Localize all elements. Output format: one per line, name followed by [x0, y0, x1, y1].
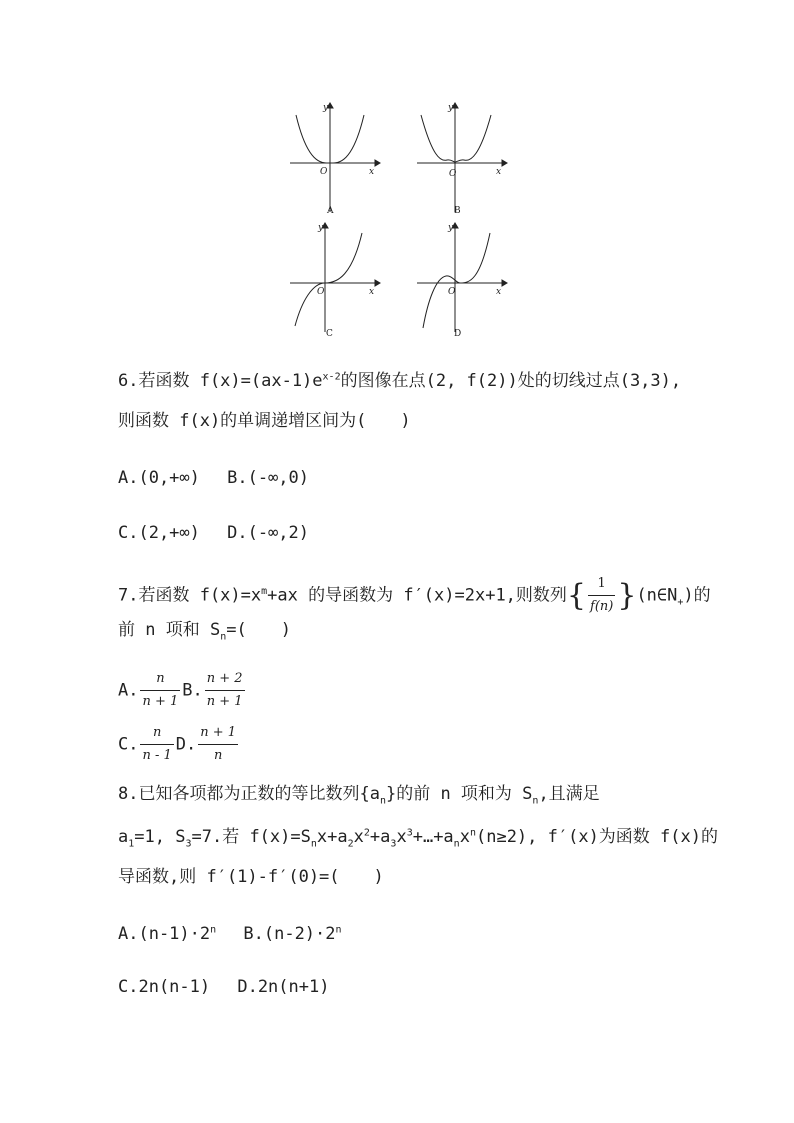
panel-b-x-arrow [502, 160, 507, 166]
q8-line2: $a_1=1$, $S_3=7$.若 $f(x)=S_nx+a_2x^2+a_3x^3+\dots+a_nx^n(n\ge 2)$, f′(x)为函数 f(x)的 [118, 827, 718, 850]
panel-b-y-label: y [448, 103, 454, 113]
q6-line1: 6.若函数 $f(x)=(ax-1)e^{x-2}$的图像在点(2, f(2))处的切线过点(3,3), [118, 371, 682, 391]
q8-options-cd: C.2n(n-1) D.2n(n+1) [118, 977, 330, 997]
panel-d-letter: D [454, 329, 462, 339]
q7-option-a-fraction: $\frac{n}{n + 1}$ [140, 668, 180, 713]
panel-b-origin: O [449, 169, 457, 179]
panel-c-y-label: y [318, 223, 324, 233]
q8-line3: 导函数,则 f′(1)-f′(0)=( ) [118, 867, 384, 887]
panel-c-letter: C [326, 329, 333, 339]
panel-a-letter: A [327, 206, 334, 216]
q7-line2: 前 n 项和 $S_n=$( ) [118, 620, 291, 643]
q7-line1: 7.若函数 $f(x)=x^m+ax$ 的导函数为 f′(x)=2x+1,则数列{ $\frac{1}{f(n)}$ }$(n\in N_+)$的 [118, 573, 711, 618]
q8-line1: 8.已知各项都为正数的等比数列$\{a_n\}$的前 n 项和为 $S_n$,且满足 [118, 784, 600, 807]
panel-a-x-label: x [369, 167, 375, 177]
q6-options-ab: A.(0,+∞) B.(-∞,0) [118, 468, 309, 488]
panel-d-origin: O [448, 287, 456, 297]
q7-options-ab: A. $\frac{n}{n + 1}$ B. $\frac{n + 2}{n + 1}$ [118, 668, 247, 713]
left-brace: { [566, 577, 587, 613]
function-graphs-figure [280, 100, 520, 350]
panel-c-curve [295, 233, 362, 326]
panel-c-x-arrow [375, 280, 380, 286]
q7-option-c-fraction: $\frac{n}{n - 1}$ [140, 722, 173, 767]
right-brace: } [617, 577, 637, 613]
graphs-svg [280, 100, 520, 350]
panel-d-y-label: y [448, 223, 454, 233]
q8-options-ab: $A.(n-1)\cdot 2^n$ $B.(n-2)\cdot 2^n$ [118, 924, 342, 944]
panel-d-x-arrow [502, 280, 507, 286]
panel-d-curve [423, 233, 490, 328]
panel-a-origin: O [320, 167, 328, 177]
q6-line2: 则函数 f(x)的单调递增区间为( ) [118, 411, 411, 431]
q6-options-cd: C.(2,+∞) D.(-∞,2) [118, 523, 309, 543]
panel-b-x-label: x [496, 167, 502, 177]
panel-a-y-label: y [323, 103, 329, 113]
panel-b-letter: B [454, 206, 461, 216]
panel-c-origin: O [317, 287, 325, 297]
q7-options-cd: C. $\frac{n}{n - 1}$ D. $\frac{n + 1}{n}$ [118, 722, 240, 767]
q7-option-d-fraction: $\frac{n + 1}{n}$ [198, 722, 238, 767]
panel-b-curve [421, 115, 491, 162]
q7-sequence-fraction: $\frac{1}{f(n)}$ [588, 573, 615, 618]
panel-a-x-arrow [375, 160, 380, 166]
panel-c-x-label: x [369, 287, 375, 297]
panel-d-x-label: x [496, 287, 502, 297]
q7-option-b-fraction: $\frac{n + 2}{n + 1}$ [205, 668, 245, 713]
